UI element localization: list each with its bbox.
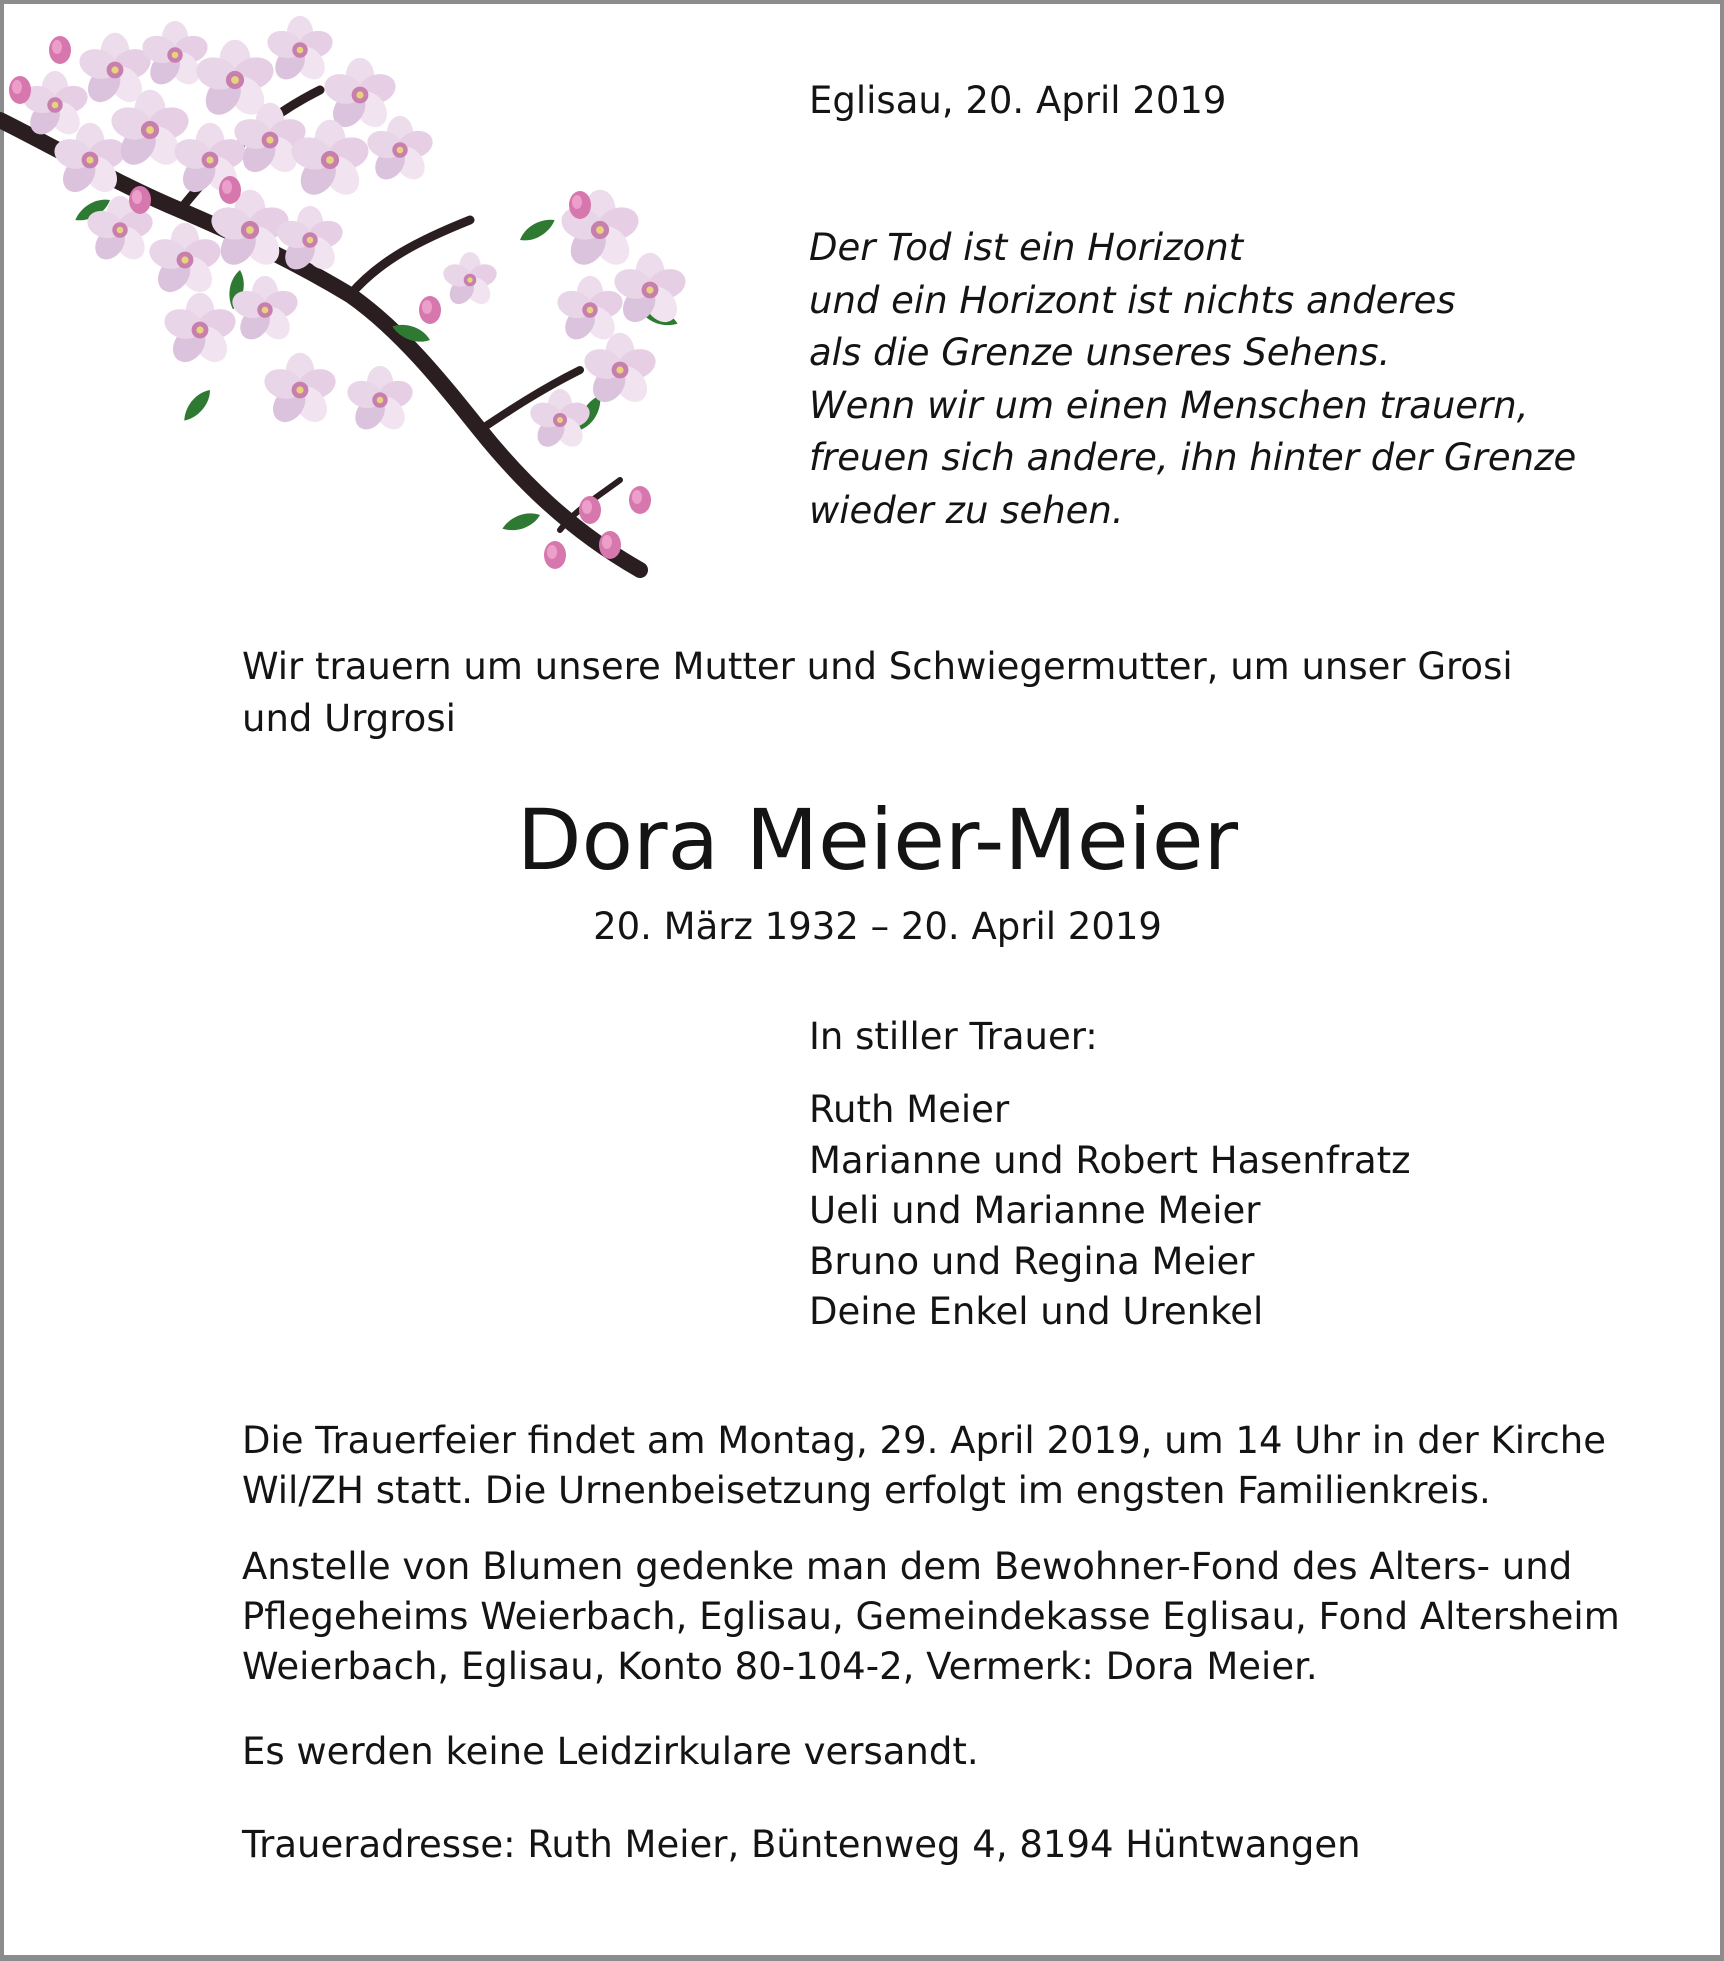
- funeral-notice: [242, 1416, 1606, 1516]
- donation-notice-line: Pflegeheims Weierbach, Eglisau, Gemeindekasse Eglisau, Fond Altersheim: [242, 1595, 1620, 1638]
- poem-line: freuen sich andere, ihn hinter der Grenze: [809, 436, 1577, 479]
- apple-blossom-branch-image: [0, 10, 715, 595]
- mourning-intro: [242, 641, 1542, 745]
- mourning-address-text: Traueradresse: Ruth Meier, Büntenweg 4, 8194 Hüntwangen: [242, 1823, 1361, 1866]
- mourning-address: [242, 1820, 1361, 1870]
- deceased-name: Dora Meier-Meier: [516, 791, 1239, 889]
- funeral-notice-line: Die Trauerfeier findet am Montag, 29. April 2019, um 14 Uhr in der Kirche: [242, 1419, 1606, 1462]
- no-circulars-text: Es werden keine Leidzirkulare versandt.: [242, 1730, 979, 1773]
- life-dates: 20. März 1932 – 20. April 2019: [593, 905, 1162, 948]
- mourner-name: Deine Enkel und Urenkel: [809, 1290, 1264, 1333]
- intro-line: und Urgrosi: [242, 697, 456, 740]
- funeral-notice-line: Wil/ZH statt. Die Urnenbeisetzung erfolgt im engsten Familienkreis.: [242, 1469, 1491, 1512]
- poem: [809, 222, 1576, 537]
- mourner-name: Marianne und Robert Hasenfratz: [809, 1138, 1411, 1182]
- poem-line: und ein Horizont ist nichts anderes: [809, 278, 1456, 322]
- poem-line: Der Tod ist ein Horizont: [809, 226, 1244, 269]
- poem-line: Wenn wir um einen Menschen trauern,: [809, 383, 1529, 427]
- no-circulars-notice: [242, 1727, 979, 1777]
- mourners-heading: In stiller Trauer:: [809, 1015, 1098, 1058]
- poem-line: wieder zu sehen.: [809, 488, 1124, 532]
- mourners-list: [809, 1085, 1411, 1338]
- mourner-name: Ueli und Marianne Meier: [809, 1189, 1261, 1232]
- place-date: Eglisau, 20. April 2019: [809, 79, 1227, 122]
- intro-line: Wir trauern um unsere Mutter und Schwiegermutter, um unser Grosi: [242, 645, 1513, 688]
- donation-notice: [242, 1542, 1620, 1692]
- donation-notice-line: Anstelle von Blumen gedenke man dem Bewohner-Fond des Alters- und: [242, 1545, 1573, 1588]
- poem-line: als die Grenze unseres Sehens.: [809, 331, 1391, 374]
- donation-notice-line: Weierbach, Eglisau, Konto 80-104-2, Vermerk: Dora Meier.: [242, 1645, 1318, 1688]
- mourner-name: Bruno und Regina Meier: [809, 1239, 1255, 1283]
- mourner-name: Ruth Meier: [809, 1088, 1010, 1131]
